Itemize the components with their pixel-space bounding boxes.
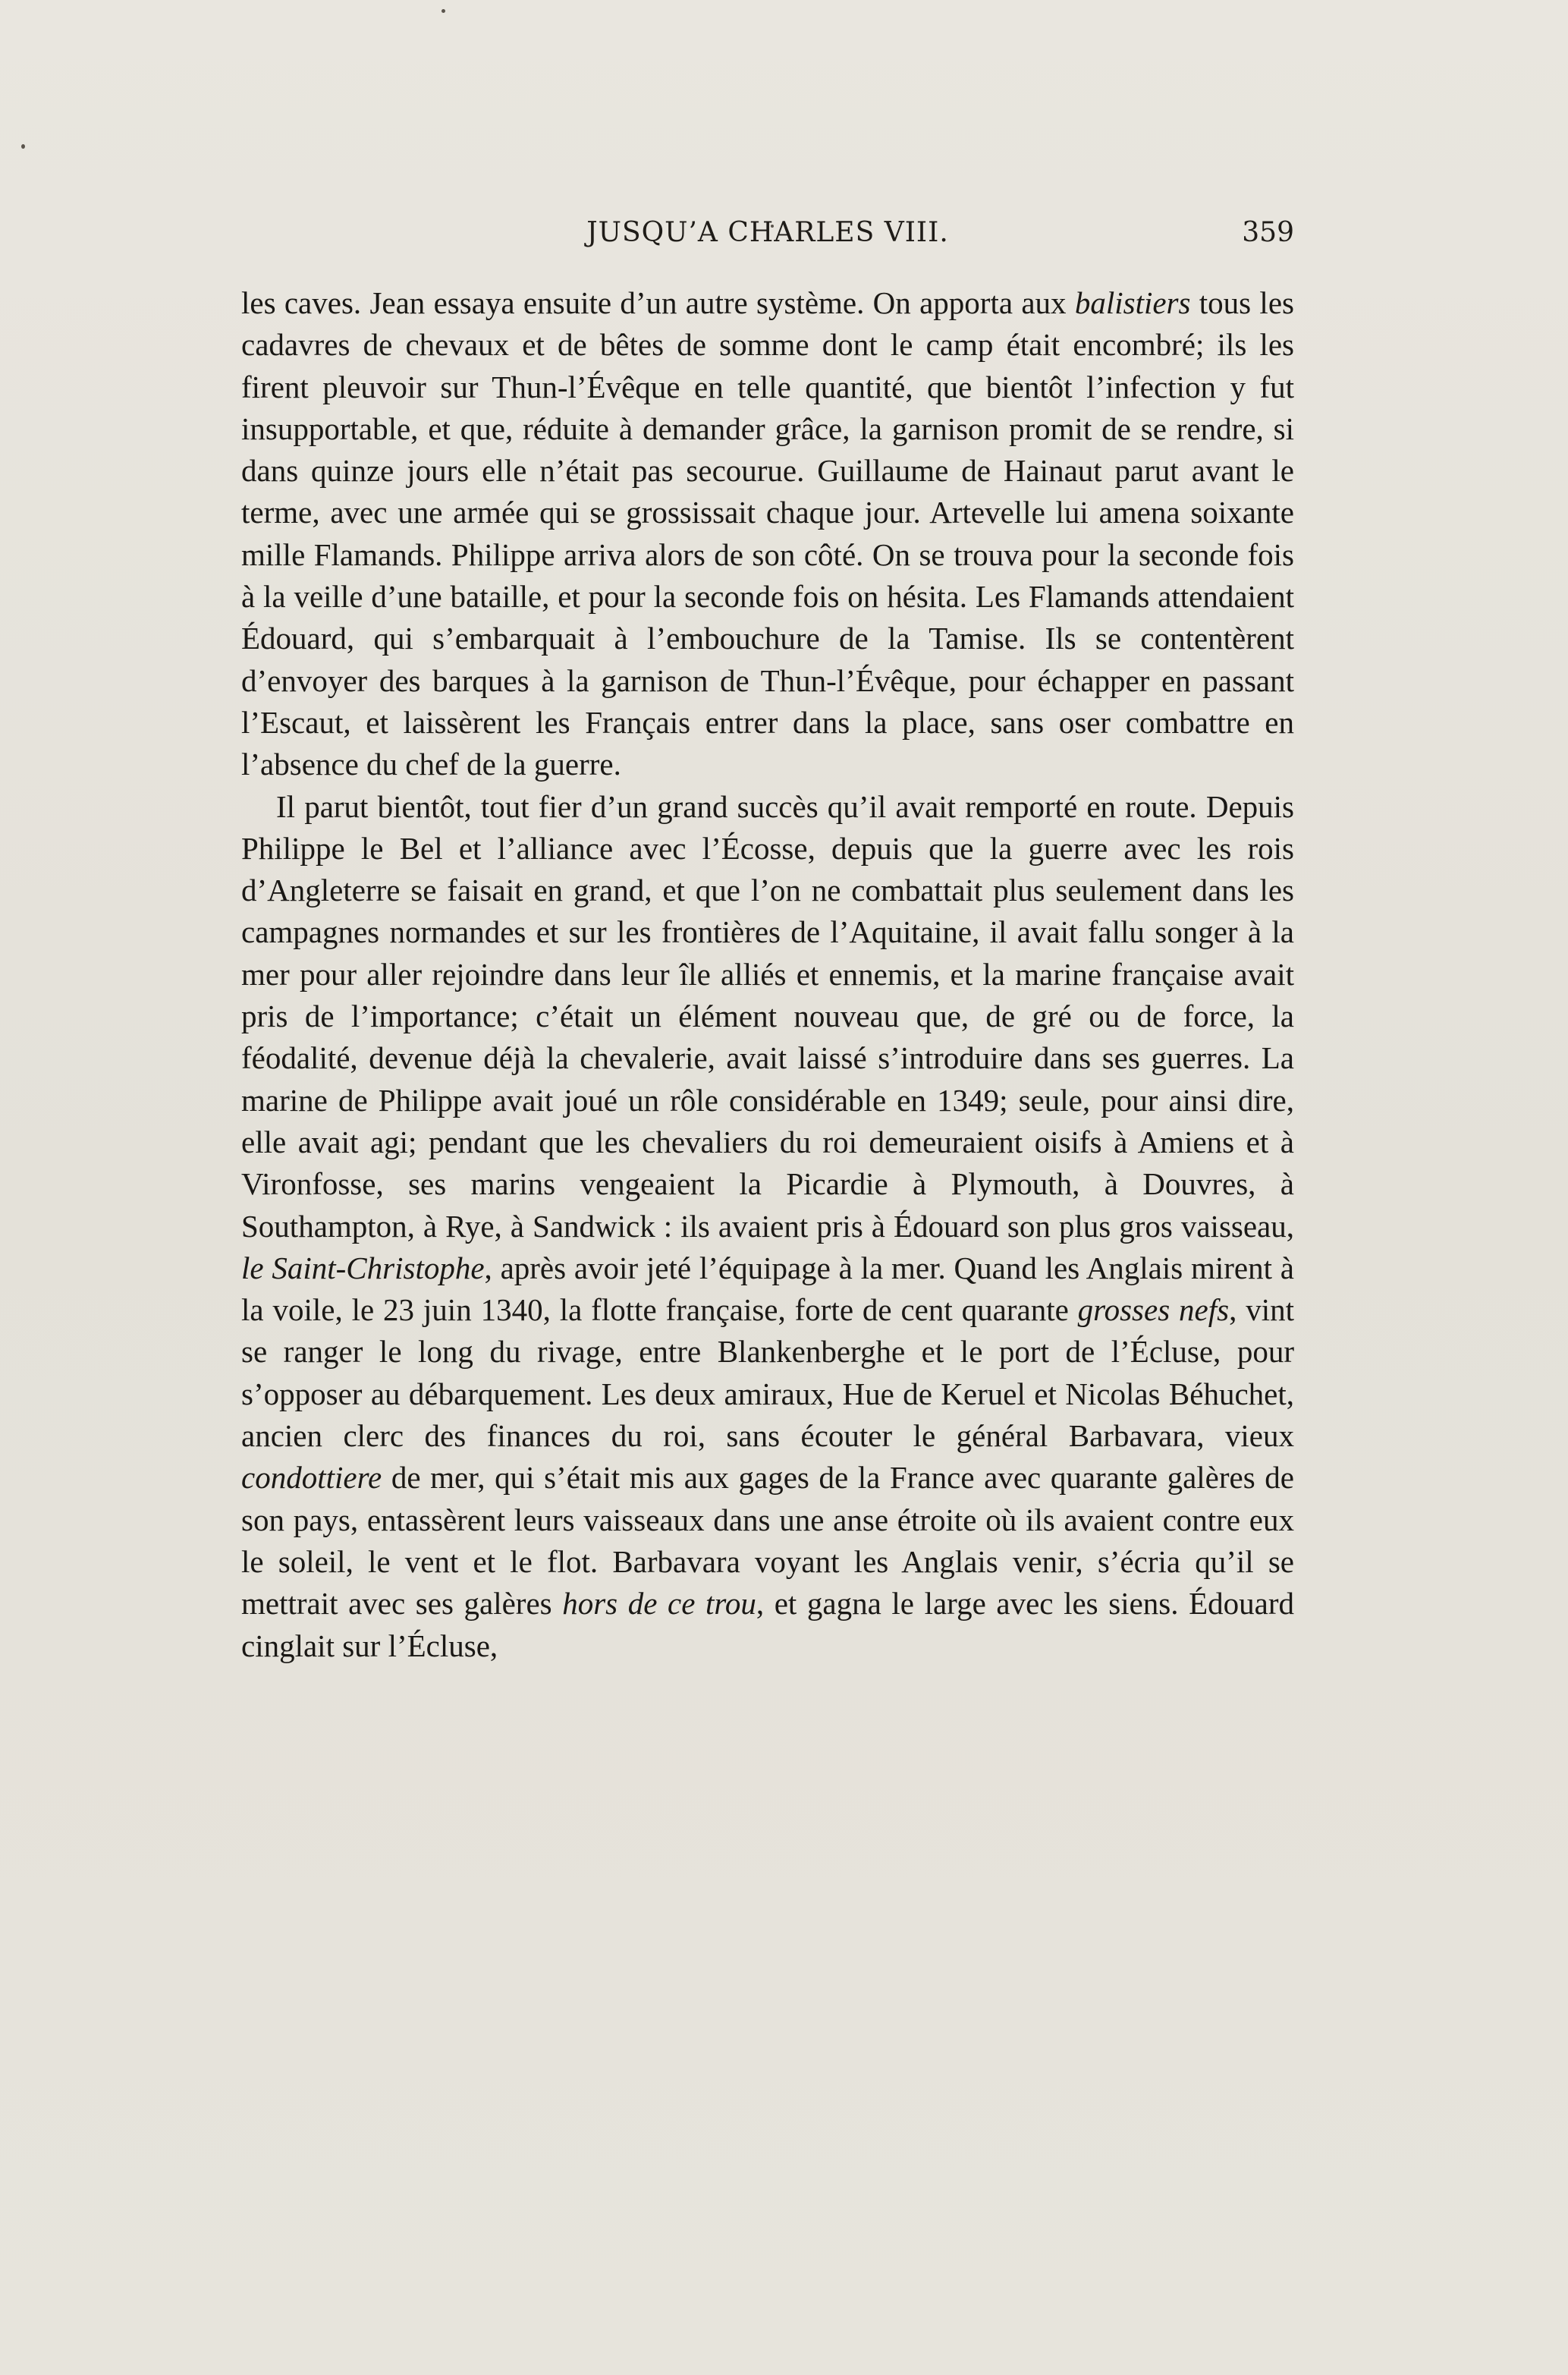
body-text [241, 282, 1294, 1667]
italic-term: condottiere [241, 1460, 382, 1496]
text-run: Il parut bientôt, tout fier d’un grand succès qu’il avait remporté en route. Depuis Philippe le Bel et l’alliance avec l’Écosse, depuis que la guerre avec les rois d’Angleterre se faisait en grand, et que l’on ne combattait plus seulement dans les campagnes normandes et sur les frontières de l’Aquitaine, il avait fallu songer à la mer pour aller rejoindre dans leur île alliés et ennemis, et la marine française avait pris de l’importance; c’était un élément nouveau que, de gré ou de force, la féodalité, devenue déjà la chevalerie, avait laissé s’introduire dans ses guerres. La marine de Philippe avait joué un rôle considérable en 1349; seule, pour ainsi dire, elle avait agi; pendant que les chevaliers du roi demeuraient oisifs à Amiens et à Vironfosse, ses marins vengeaient la Picardie à Plymouth, à Douvres, à Southampton, à Rye, à Sandwick : ils avaient pris à Édouard son plus gros vaisseau, [241, 788, 1294, 1244]
page-number: 359 [1242, 217, 1294, 248]
running-title: JUSQU’A CHARLES VIII. [586, 217, 949, 248]
italic-term: le Saint-Christophe [241, 1250, 485, 1285]
italic-term: balistiers [1074, 285, 1191, 320]
text-run: , et gagna le large avec les siens. Édouard cinglait sur l’Écluse, [241, 1586, 1294, 1663]
ink-speck [441, 9, 445, 13]
text-run: de mer, qui s’était mis aux gages de la France avec quarante galères de son pays, entassèrent leurs vaisseaux dans une anse étroite où ils avaient contre eux le soleil, le vent et le flot. Barbavara voyant les Anglais venir, s’écria qu’il se mettrait avec ses galères [241, 1460, 1294, 1622]
italic-term: grosses nefs [1077, 1292, 1230, 1328]
paragraph [241, 282, 1294, 786]
running-header [241, 214, 1294, 263]
text-run: tous les cadavres de chevaux et de bêtes de somme dont le camp était encombré; ils les firent pleuvoir sur Thun-l’Évêque en telle quantité, que bientôt l’infection y fut insupportable, et que, réduite à demander grâce, la garnison promit de se rendre, si dans quinze jours elle n’était pas secourue. Guillaume de Hainaut parut avant le terme, avec une armée qui se grossissait chaque jour. Artevelle lui amena soixante mille Flamands. Philippe arriva alors de son côté. On se trouva pour la seconde fois à la veille d’une bataille, et pour la seconde fois on hésita. Les Flamands attendaient Édouard, qui s’embarquait à l’embouchure de la Tamise. Ils se contentèrent d’envoyer des barques à la garnison de Thun-l’Évêque, pour échapper en passant l’Escaut, et laissèrent les Français entrer dans la place, sans oser combattre en l’absence du chef de la guerre. [241, 285, 1294, 782]
ink-speck [21, 144, 25, 149]
text-run: , après avoir jeté l’équipage à la mer. Quand les Anglais mirent à la voile, le 23 juin 1340, la flotte française, forte de cent quarante [241, 1250, 1294, 1328]
text-run: , vint se ranger le long du rivage, entre Blankenberghe et le port de l’Écluse, pour s’opposer au débarquement. Les deux amiraux, Hue de Keruel et Nicolas Béhuchet, ancien clerc des finances du roi, sans écouter le général Barbavara, vieux [241, 1292, 1294, 1454]
text-run: les caves. Jean essaya ensuite d’un autre système. On apporta aux [241, 285, 1075, 320]
italic-term: hors de ce trou [562, 1586, 756, 1622]
paragraph [241, 786, 1294, 1667]
